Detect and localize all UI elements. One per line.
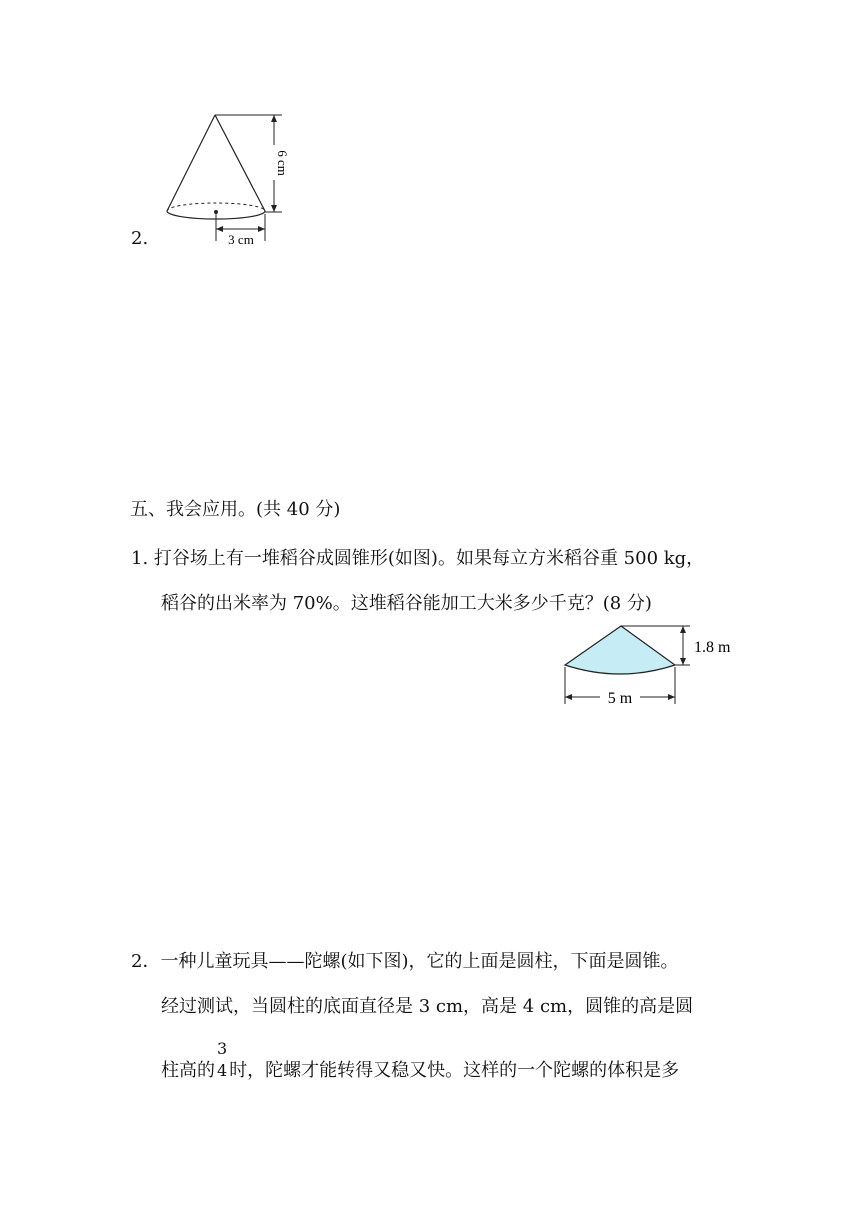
q1-line1: 1. 打谷场上有一堆稻谷成圆锥形(如图)。如果每立方米稻谷重 500 kg， [131,548,705,569]
fraction-numerator: 3 [217,1039,228,1058]
height-label: 6 cm [275,150,290,176]
radius-arrow-left [216,226,223,232]
fraction-denominator: 4 [217,1061,228,1080]
q2-line3-after: 时，陀螺才能转得又稳又快。这样的一个陀螺的体积是多 [229,1060,680,1081]
height-arrow-top [271,115,277,122]
radius-label: 3 cm [228,232,254,247]
section-heading: 五、我会应用。(共 40 分) [130,499,341,520]
cone-figure [160,105,300,250]
cone-left-side [167,115,215,211]
grain-pile-figure [560,620,745,710]
cone-right-side [215,115,265,211]
q2-line3-before: 柱高的 [161,1060,215,1081]
pile-height-arrow-top [680,626,686,633]
pile-height-arrow-bottom [680,658,686,665]
height-arrow-bottom [271,205,277,212]
cone-center-dot [214,210,218,214]
q2-line1: 2．一种儿童玩具——陀螺(如下图)，它的上面是圆柱，下面是圆锥。 [131,951,679,972]
q2-line3 [161,1039,680,1081]
radius-arrow-right [258,226,265,232]
q1-line2: 稻谷的出米率为 70%。这堆稻谷能加工大米多少千克？(8 分) [161,593,652,614]
pile-height-label: 1.8 m [694,639,731,656]
pile-width-arrow-right [668,694,675,700]
pile-width-label: 5 m [607,690,633,707]
grain-pile-shape [565,626,675,674]
q2-line2: 经过测试，当圆柱的底面直径是 3 cm，高是 4 cm，圆锥的高是圆 [161,996,694,1017]
cone-base-back [167,203,265,211]
pile-width-arrow-left [565,694,572,700]
problem-number: 2. [131,228,149,249]
fraction-three-quarters [216,1041,228,1079]
